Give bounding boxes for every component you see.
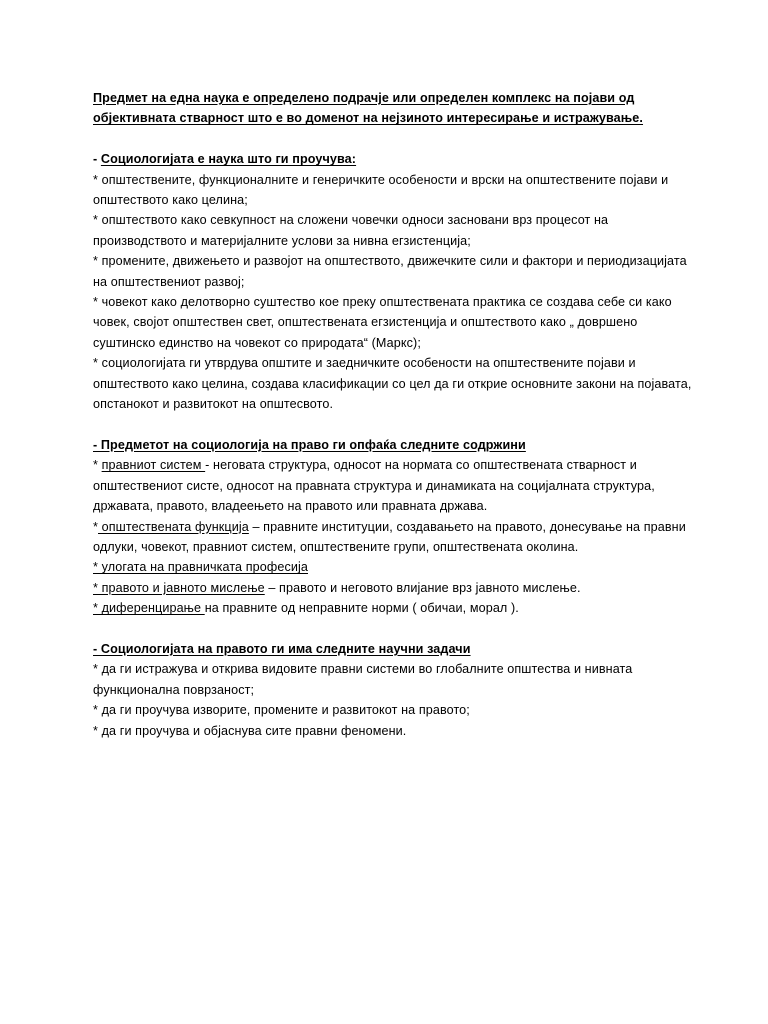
paragraph-gap [93,414,693,434]
intro-line-1: Предмет на една наука е определено подрачје или определен комплекс на појави од [93,91,635,105]
section1-heading [93,149,693,169]
section3-item-2: * да ги проучува изворите, промените и развитокот на правото; [93,703,470,718]
section2-item-public-opinion [93,578,693,598]
section2-item2-term: општествената функција [98,519,249,534]
section2-item1-rest: - неговата структура, односот на нормата со општествената стварност и општествениот систе, односот на правната структура и динамиката на социјалната структура, државата, правото, владеењето на правото или правната држава. [93,458,655,514]
section3-heading: - Социологијата на правото ги има следните научни задачи [93,641,471,656]
section3-item-3: * да ги проучува и објаснува сите правни феномени. [93,723,407,738]
section2-item-social-function [93,517,693,558]
section2-item-differentiation [93,598,693,618]
paragraph-gap [93,129,693,149]
document-page [93,88,693,741]
section2-heading: - Предметот на социологија на право ги опфаќа следните содржини [93,437,526,452]
section2-item2-rest: – правните институции, создавањето на правото, донесување на правни одлуки, човекот, правниот систем, општествените групи, општествената околина. [93,519,686,554]
section1-item-4: * човекот како делотворно суштество кое преку општествената практика се создава себе си како човек, својот општествен свет, општествената егзистенција и општеството како „ довршено суштинско единство на човекот со природата“ (Маркс); [93,295,672,350]
section1-dash: - [93,152,101,167]
section2-item1-term: правниот систем [101,458,206,473]
section1-item-2: * општеството како севкупност на сложени човечки односи засновани врз процесот на производството и материјалните услови за нивна егзистенција; [93,213,609,248]
section1-item-5: * социологијата ги утврдува општите и заедничките особености на општествените појави и општеството како целина, создава класификации со цел да ги открие основните закони на појавата, опстанокот и развитокот на општесвото. [93,356,692,412]
intro-line-2: објективната стварност што е во доменот на нејзиното интересирање и истражување. [93,111,644,126]
section2-item2-star: * [93,519,99,534]
section1-item-1: * општествените, функционалните и генеричките особености и врски на општествените појави и општеството како целина; [93,172,669,208]
section2-item4-term: * правото и јавното мислење [93,580,265,595]
section1-item-3: * промените, движењето и развојот на општеството, движечките сили и фактори и периодизацијата на општествениот развој; [93,254,687,289]
section2-item-legal-system [93,455,693,516]
section3-item-1: * да ги истражува и открива видовите правни системи во глобалните општества и нивната функционална поврзаност; [93,662,633,697]
section2-item1-star: * [93,458,102,473]
section2-item-legal-profession: * улогата на правничката професија [93,560,308,575]
section2-item5-rest: на правните од неправните норми ( обичаи, морал ). [204,601,519,616]
section1-heading-text: Социологијата е наука што ги проучува: [100,152,357,167]
paragraph-gap [93,619,693,639]
intro-paragraph [93,88,693,129]
section2-item5-term: * диференцирање [93,601,205,616]
section2-item4-rest: – правото и неговото влијание врз јавното мислење. [264,580,581,595]
